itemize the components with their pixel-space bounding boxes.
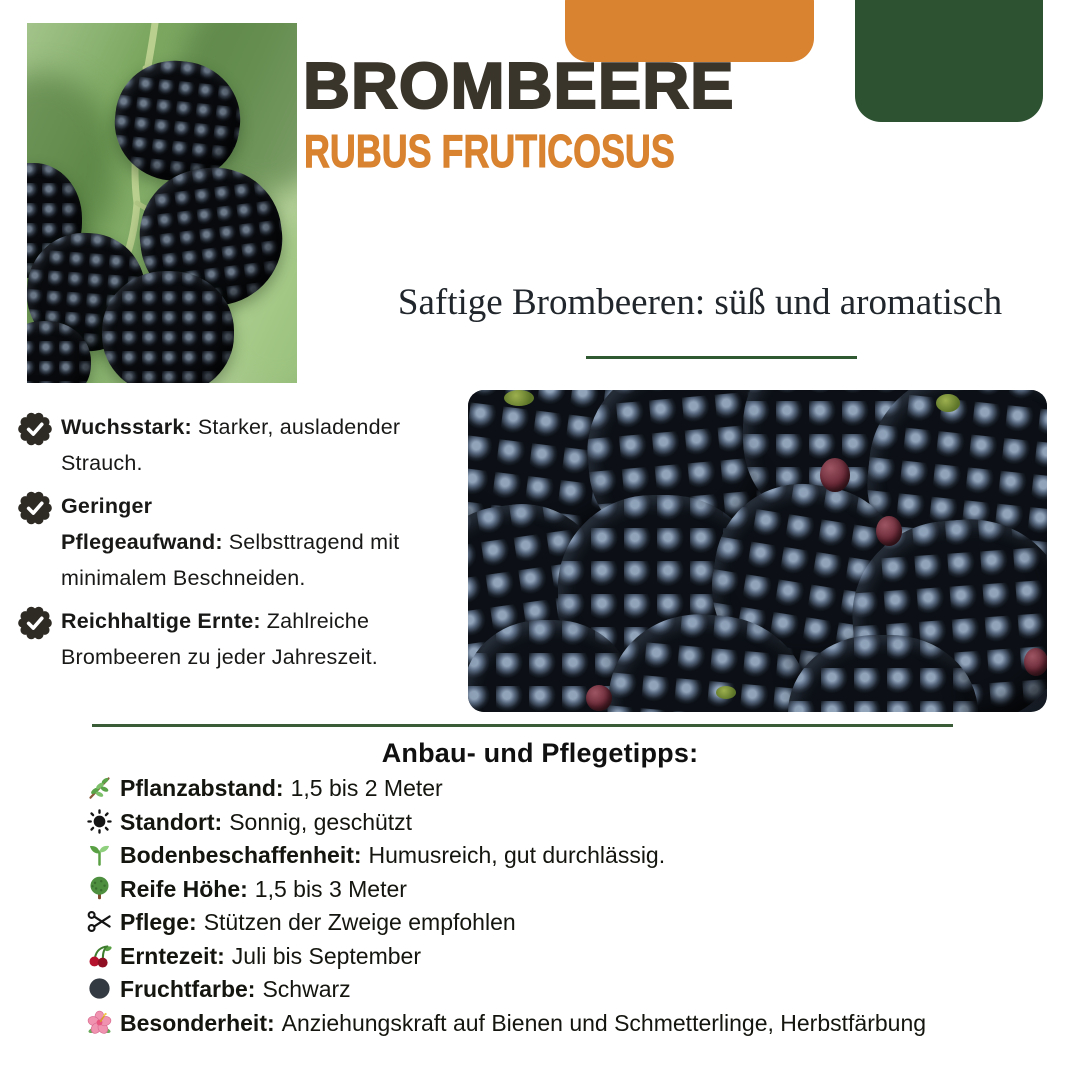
- feature-text: [61, 603, 439, 675]
- tip-label: Fruchtfarbe:: [120, 976, 256, 1002]
- check-badge-icon: [18, 412, 52, 446]
- tips-heading: Anbau- und Pflegetipps:: [381, 738, 699, 768]
- feature-value: Selbsttragend mit minimalem Beschneiden.: [61, 530, 400, 590]
- tip-value: Stützen der Zweige empfohlen: [203, 909, 516, 935]
- cherries-icon: [86, 942, 113, 969]
- tip-item: [86, 839, 970, 873]
- scissors-icon: [86, 908, 113, 935]
- tip-value: Humusreich, gut durchlässig.: [368, 842, 666, 868]
- blackberry-branch-photo: [27, 23, 297, 383]
- tip-value: Juli bis September: [231, 942, 421, 969]
- tip-value: Anziehungskraft auf Bienen und Schmetterlinge, Herbstfärbung: [281, 1009, 927, 1036]
- berry-calyx: [936, 394, 960, 412]
- tip-item: [86, 873, 970, 907]
- tip-value: 1,5 bis 2 Meter: [290, 775, 443, 801]
- feature-text: [61, 488, 439, 596]
- check-badge-icon: [18, 606, 52, 640]
- green-accent-shape: [855, 0, 1043, 122]
- herb-icon: [86, 774, 113, 801]
- red-drupelet: [876, 516, 902, 546]
- check-badge-icon: [18, 491, 52, 525]
- tip-label: Standort:: [120, 808, 223, 835]
- tip-item: [86, 1007, 970, 1041]
- tip-item: [86, 906, 970, 940]
- tip-item: [86, 772, 970, 806]
- tips-list: [86, 772, 970, 1040]
- tip-label: Pflanzabstand:: [120, 775, 284, 801]
- section-divider: [92, 724, 953, 727]
- tagline: Saftige Brombeeren: süß und aromatisch: [397, 282, 1003, 323]
- latin-name-subtitle: RUBUS FRUTICOSUS: [304, 125, 675, 177]
- tagline-underline: [586, 356, 857, 359]
- berry-calyx: [716, 686, 736, 699]
- feature-value: Starker, ausladender Strauch.: [61, 415, 401, 475]
- tip-value: Schwarz: [262, 976, 351, 1002]
- tip-value: Sonnig, geschützt: [229, 808, 413, 835]
- tree-icon: [86, 875, 113, 902]
- blackberries-closeup-photo: [468, 390, 1047, 712]
- tip-label: Erntezeit:: [120, 942, 225, 969]
- tip-value: 1,5 bis 3 Meter: [254, 875, 407, 902]
- feature-item: [18, 603, 454, 675]
- red-drupelet: [586, 685, 612, 711]
- red-drupelet: [1024, 648, 1047, 676]
- feature-item: [18, 409, 454, 481]
- tip-item: [86, 806, 970, 840]
- black-circle-icon: [86, 975, 113, 1002]
- page-title: BROMBEERE: [303, 49, 735, 122]
- tip-label: Besonderheit:: [120, 1009, 275, 1036]
- feature-label: Reichhaltige Ernte:: [61, 609, 261, 633]
- tip-item: [86, 973, 970, 1007]
- blackberry-fruit: [102, 271, 234, 383]
- sun-icon: [86, 808, 113, 835]
- feature-label: Wuchsstark:: [61, 415, 192, 439]
- feature-text: [61, 409, 439, 481]
- tip-label: Bodenbeschaffenheit:: [120, 842, 362, 868]
- feature-value: Zahlreiche Brombeeren zu jeder Jahreszeit.: [61, 609, 378, 669]
- feature-list: [18, 409, 454, 682]
- red-drupelet: [820, 458, 850, 492]
- tip-label: Pflege:: [120, 909, 197, 935]
- feature-label: Geringer Pflegeaufwand:: [61, 494, 223, 554]
- seedling-icon: [86, 841, 113, 868]
- berry-calyx: [504, 390, 534, 406]
- feature-item: [18, 488, 454, 596]
- hibiscus-icon: [86, 1009, 113, 1036]
- tip-item: [86, 940, 970, 974]
- tip-label: Reife Höhe:: [120, 875, 248, 902]
